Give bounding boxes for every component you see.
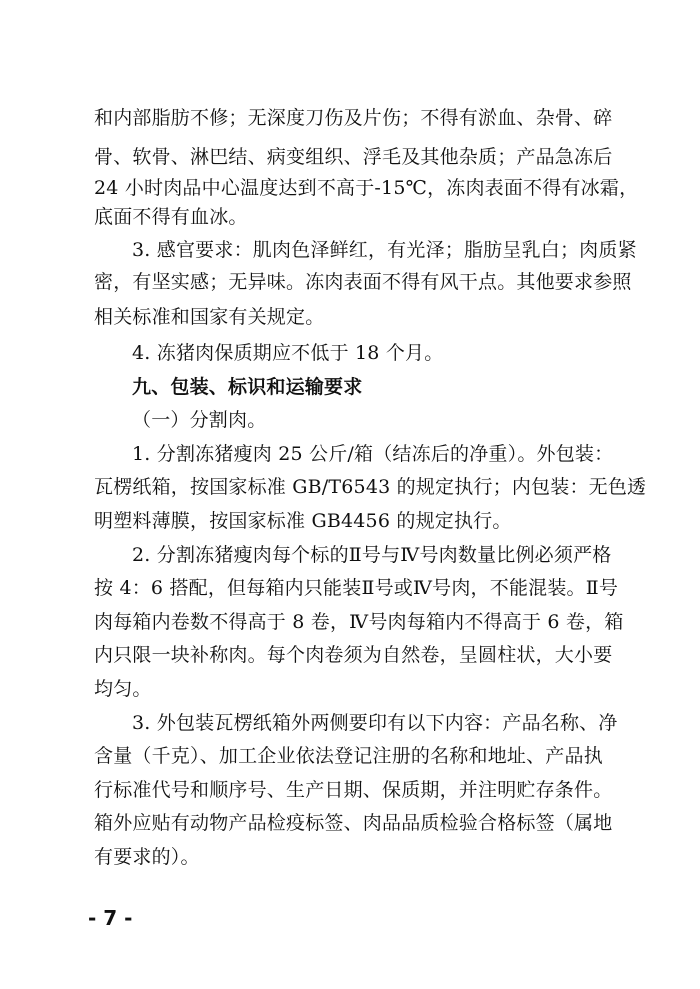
body-text-line: 和内部脂肪不修；无深度刀伤及片伤；不得有淤血、杂骨、碎 — [94, 107, 613, 129]
body-text-line: 底面不得有血冰。 — [94, 206, 248, 228]
body-text-line: 肉每箱内卷数不得高于 8 卷，Ⅳ号肉每箱内不得高于 6 卷，箱 — [94, 611, 624, 633]
body-text-line: 均匀。 — [94, 678, 152, 700]
body-text-line: 行标准代号和顺序号、生产日期、保质期，并注明贮存条件。 — [94, 779, 613, 801]
paragraph-item-2: 2. 分割冻猪瘦肉每个标的Ⅱ号与Ⅳ号肉数量比例必须严格 — [132, 544, 612, 566]
page-number: - 7 - — [88, 906, 133, 930]
body-text-line: 24 小时肉品中心温度达到不高于-15℃，冻肉表面不得有冰霜， — [94, 177, 639, 199]
body-text-line: 箱外应贴有动物产品检疫标签、肉品品质检验合格标签（属地 — [94, 812, 613, 834]
body-text-line: 密，有坚实感；无异味。冻肉表面不得有风干点。其他要求参照 — [94, 271, 632, 293]
body-text-line: 骨、软骨、淋巴结、病变组织、浮毛及其他杂质；产品急冻后 — [94, 146, 613, 168]
section-heading-packaging: 九、包装、标识和运输要求 — [132, 376, 363, 398]
body-text-line: 按 4：6 搭配，但每箱内只能装Ⅱ号或Ⅳ号肉，不能混装。Ⅱ号 — [94, 577, 619, 599]
subsection-heading-cut-meat: （一）分割肉。 — [132, 409, 267, 431]
paragraph-shelf-life: 4. 冻猪肉保质期应不低于 18 个月。 — [132, 342, 444, 364]
paragraph-item-1: 1. 分割冻猪瘦肉 25 公斤/箱（结冻后的净重）。外包装： — [132, 443, 614, 465]
body-text-line: 含量（千克）、加工企业依法登记注册的名称和地址、产品执 — [94, 745, 603, 767]
body-text-line: 明塑料薄膜，按国家标准 GB4456 的规定执行。 — [94, 510, 512, 532]
body-text-line: 内只限一块补称肉。每个肉卷须为自然卷，呈圆柱状，大小要 — [94, 644, 613, 666]
body-text-line: 瓦楞纸箱，按国家标准 GB/T6543 的规定执行；内包装：无色透 — [94, 476, 647, 498]
body-text-line: 有要求的）。 — [94, 846, 200, 868]
paragraph-item-3: 3. 外包装瓦楞纸箱外两侧要印有以下内容：产品名称、净 — [132, 712, 618, 734]
paragraph-sensory-requirements: 3. 感官要求：肌肉色泽鲜红，有光泽；脂肪呈乳白；肉质紧 — [132, 239, 637, 261]
body-text-line: 相关标准和国家有关规定。 — [94, 306, 325, 328]
